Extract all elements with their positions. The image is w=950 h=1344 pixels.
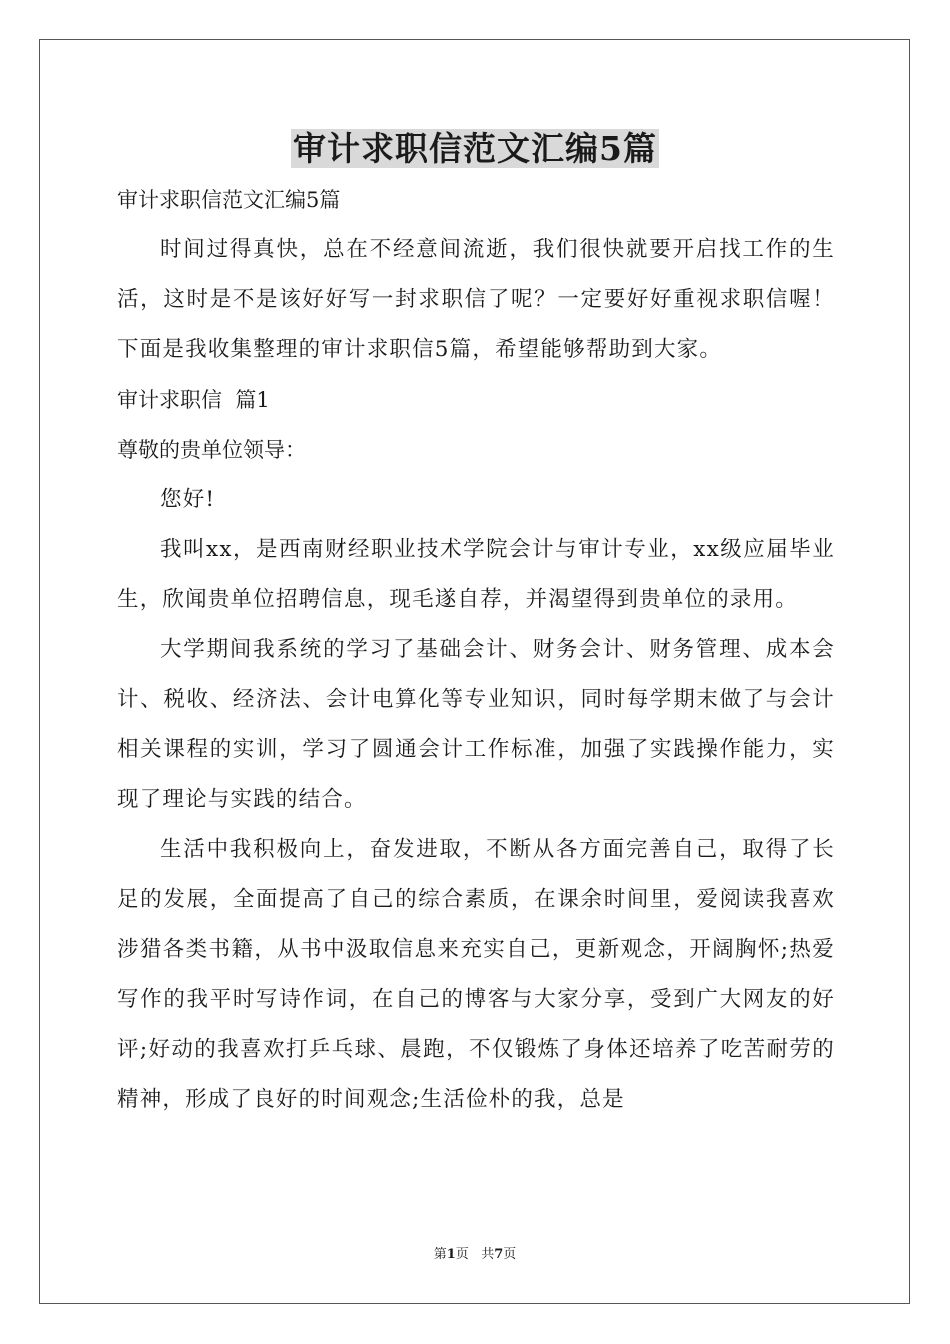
- intro-paragraph: 时间过得真快，总在不经意间流逝，我们很快就要开启找工作的生活，这时是不是该好好写一封求职信了呢？一定要好好重视求职信喔！下面是我收集整理的审计求职信5篇，希望能够帮助到大家。: [117, 237, 835, 362]
- section-heading: 审计求职信 篇1: [117, 388, 270, 412]
- greeting: 您好!: [160, 487, 216, 512]
- document-title: [0, 124, 950, 174]
- page-footer: [0, 1245, 950, 1265]
- body-paragraph-2: 大学期间我系统的学习了基础会计、财务会计、财务管理、成本会计、税收、经济法、会计电算化等专业知识，同时每学期末做了与会计相关课程的实训，学习了圆通会计工作标准，加强了实践操作能力，实现了理论与实践的结合。: [117, 637, 835, 812]
- total-pages-number: 7: [494, 1247, 504, 1262]
- footer-total-prefix: 共: [481, 1247, 495, 1262]
- footer-total-unit: 页: [503, 1247, 517, 1262]
- salutation: 尊敬的贵单位领导：: [117, 438, 306, 462]
- body-paragraph-1: 我叫xx，是西南财经职业技术学院会计与审计专业，xx级应届毕业生，欣闻贵单位招聘信息，现毛遂自荐，并渴望得到贵单位的录用。: [117, 537, 835, 612]
- current-page-number: 1: [446, 1247, 456, 1262]
- document-title-text: 审计求职信范文汇编5篇: [293, 129, 657, 168]
- footer-prefix: 第: [433, 1247, 447, 1262]
- body-paragraph-3: 生活中我积极向上，奋发进取，不断从各方面完善自己，取得了长足的发展，全面提高了自己的综合素质，在课余时间里，爱阅读我喜欢涉猎各类书籍，从书中汲取信息来充实自己，更新观念，开阔胸怀;热爱写作的我平时写诗作词，在自己的博客与大家分享，受到广大网友的好评;好动的我喜欢打乒乓球、晨跑，不仅锻炼了身体还培养了吃苦耐劳的精神，形成了良好的时间观念;生活俭朴的我，总是: [117, 837, 835, 1112]
- document-body: [117, 175, 835, 1125]
- document-subtitle: 审计求职信范文汇编5篇: [117, 188, 341, 212]
- footer-page-unit: 页: [455, 1247, 469, 1262]
